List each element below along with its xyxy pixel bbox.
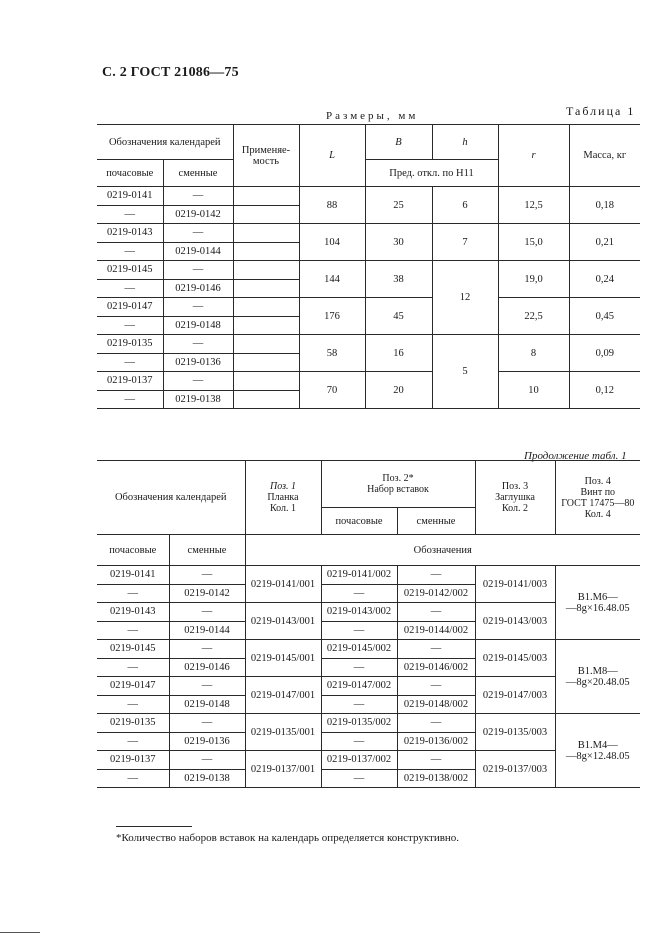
cell-applicability	[233, 335, 299, 354]
cell-mass: 0,09	[569, 335, 640, 372]
cell-r: 19,0	[498, 261, 569, 298]
cell-applicability	[233, 242, 299, 261]
cell-hourly: 0219-0137	[97, 372, 163, 391]
cell-shift: —	[163, 187, 233, 206]
cell-r: 15,0	[498, 224, 569, 261]
col2-pos1	[245, 461, 321, 535]
cell-insert-hourly: 0219-0135/002	[321, 714, 397, 733]
cell-shift: —	[163, 224, 233, 243]
cell-applicability	[233, 205, 299, 224]
cell-h: 6	[432, 187, 498, 224]
cell-applicability	[233, 261, 299, 280]
cell-insert-shift: 0219-0146/002	[397, 658, 475, 677]
cell-r: 8	[498, 335, 569, 372]
cell-insert-shift: 0219-0136/002	[397, 732, 475, 751]
cell-shift: 0219-0144	[169, 621, 245, 640]
pos4-std: ГОСТ 17475—80	[561, 497, 635, 509]
col-B: B	[365, 125, 432, 160]
cell-shift: 0219-0136	[169, 732, 245, 751]
cell-plug: 0219-0135/003	[475, 714, 555, 751]
table-components	[97, 460, 640, 788]
cell-r: 10	[498, 372, 569, 409]
table-row	[97, 261, 640, 280]
cell-shift: —	[169, 714, 245, 733]
col2-pos3	[475, 461, 555, 535]
pos2-name: Набор вставок	[367, 484, 429, 495]
pos3-name: Заглушка	[495, 492, 535, 503]
pos4-name: Винт по	[580, 486, 616, 498]
pos3-qty: Кол. 2	[502, 503, 529, 514]
cell-B: 38	[365, 261, 432, 298]
page-edge-rule	[0, 932, 40, 933]
cell-hourly: 0219-0135	[97, 335, 163, 354]
cell-L: 144	[299, 261, 365, 298]
cell-insert-shift: —	[397, 714, 475, 733]
screw-line1: В1.М4—	[577, 739, 618, 751]
continuation-label: Продолжение табл. 1	[524, 450, 627, 462]
pos1-label: Поз. 1	[270, 481, 296, 492]
cell-applicability	[233, 316, 299, 335]
cell-insert-shift: —	[397, 603, 475, 622]
cell-insert-shift: —	[397, 566, 475, 585]
cell-mass: 0,45	[569, 298, 640, 335]
cell-B: 20	[365, 372, 432, 409]
col-shift: сменные	[163, 160, 233, 187]
table-dimensions	[97, 124, 640, 409]
col2-pos4	[555, 461, 640, 535]
cell-shift: 0219-0148	[169, 695, 245, 714]
cell-screw	[555, 640, 640, 714]
cell-shift: 0219-0144	[163, 242, 233, 261]
cell-mass: 0,24	[569, 261, 640, 298]
cell-hourly: 0219-0141	[97, 566, 169, 585]
cell-screw	[555, 566, 640, 640]
cell-insert-hourly: —	[321, 769, 397, 788]
cell-applicability	[233, 187, 299, 206]
screw-line1: В1.М8—	[577, 665, 618, 677]
cell-shift: —	[169, 566, 245, 585]
table-row	[97, 566, 640, 585]
cell-hourly: —	[97, 695, 169, 714]
cell-L: 176	[299, 298, 365, 335]
cell-hourly: —	[97, 279, 163, 298]
cell-insert-shift: 0219-0144/002	[397, 621, 475, 640]
table1-caption: Размеры, мм	[326, 110, 419, 122]
screw-line2: —8g×12.48.05	[565, 750, 630, 762]
table-row	[97, 298, 640, 317]
cell-B: 16	[365, 335, 432, 372]
cell-shift: —	[169, 751, 245, 770]
cell-applicability	[233, 279, 299, 298]
cell-hourly: —	[97, 316, 163, 335]
cell-h: 7	[432, 224, 498, 261]
cell-plug: 0219-0145/003	[475, 640, 555, 677]
screw-line2: —8g×16.48.05	[565, 602, 630, 614]
cell-applicability	[233, 353, 299, 372]
cell-plank: 0219-0143/001	[245, 603, 321, 640]
col-r: r	[498, 125, 569, 187]
cell-screw	[555, 714, 640, 788]
col-applicability: Применяе-мость	[233, 125, 299, 187]
cell-hourly: —	[97, 353, 163, 372]
cell-hourly: —	[97, 205, 163, 224]
cell-applicability	[233, 390, 299, 409]
cell-L: 70	[299, 372, 365, 409]
cell-shift: 0219-0142	[169, 584, 245, 603]
footnote-rule	[116, 826, 192, 827]
cell-insert-hourly: 0219-0145/002	[321, 640, 397, 659]
cell-shift: 0219-0148	[163, 316, 233, 335]
cell-B: 45	[365, 298, 432, 335]
cell-hourly: —	[97, 769, 169, 788]
cell-B: 25	[365, 187, 432, 224]
col-h: h	[432, 125, 498, 160]
cell-plank: 0219-0145/001	[245, 640, 321, 677]
pos1-name: Планка	[267, 492, 299, 503]
cell-hourly: 0219-0147	[97, 677, 169, 696]
table-row	[97, 714, 640, 733]
cell-hourly: 0219-0143	[97, 224, 163, 243]
cell-L: 104	[299, 224, 365, 261]
cell-insert-hourly: —	[321, 621, 397, 640]
col2-pos2-shift: сменные	[397, 508, 475, 535]
pos4-label: Поз. 4	[584, 475, 611, 487]
cell-hourly: —	[97, 732, 169, 751]
col-L: L	[299, 125, 365, 187]
cell-r: 22,5	[498, 298, 569, 335]
cell-insert-hourly: —	[321, 732, 397, 751]
cell-plank: 0219-0147/001	[245, 677, 321, 714]
cell-hourly: —	[97, 621, 169, 640]
cell-plank: 0219-0141/001	[245, 566, 321, 603]
cell-plug: 0219-0147/003	[475, 677, 555, 714]
footnote: *Количество наборов вставок на календарь определяется конструктивно.	[116, 832, 460, 844]
cell-plank: 0219-0137/001	[245, 751, 321, 788]
col2-shift: сменные	[169, 535, 245, 566]
cell-shift: —	[163, 372, 233, 391]
table-row	[97, 224, 640, 243]
col-designations: Обозначения календарей	[97, 125, 233, 160]
cell-shift: 0219-0146	[169, 658, 245, 677]
cell-h: 5	[432, 335, 498, 409]
cell-shift: —	[163, 298, 233, 317]
col2-pos2	[321, 461, 475, 508]
cell-insert-hourly: —	[321, 658, 397, 677]
cell-shift: —	[169, 677, 245, 696]
cell-plug: 0219-0137/003	[475, 751, 555, 788]
cell-insert-shift: 0219-0142/002	[397, 584, 475, 603]
cell-shift: 0219-0138	[169, 769, 245, 788]
cell-hourly: —	[97, 242, 163, 261]
cell-applicability	[233, 372, 299, 391]
cell-B: 30	[365, 224, 432, 261]
pos2-label: Поз. 2*	[382, 473, 414, 484]
screw-line1: В1.М6—	[577, 591, 618, 603]
page-header: С. 2 ГОСТ 21086—75	[102, 65, 239, 80]
cell-plug: 0219-0143/003	[475, 603, 555, 640]
cell-L: 58	[299, 335, 365, 372]
cell-insert-shift: 0219-0148/002	[397, 695, 475, 714]
cell-hourly: 0219-0141	[97, 187, 163, 206]
cell-hourly: 0219-0143	[97, 603, 169, 622]
cell-insert-shift: —	[397, 751, 475, 770]
screw-line2: —8g×20.48.05	[565, 676, 630, 688]
col-hourly: почасовые	[97, 160, 163, 187]
cell-shift: —	[169, 640, 245, 659]
pos1-qty: Кол. 1	[269, 503, 297, 514]
table-row	[97, 640, 640, 659]
cell-insert-shift: —	[397, 640, 475, 659]
pos4-qty: Кол. 4	[584, 508, 611, 520]
cell-hourly: 0219-0145	[97, 640, 169, 659]
cell-insert-hourly: 0219-0143/002	[321, 603, 397, 622]
cell-hourly: 0219-0145	[97, 261, 163, 280]
cell-applicability	[233, 298, 299, 317]
cell-hourly: —	[97, 584, 169, 603]
cell-insert-hourly: 0219-0137/002	[321, 751, 397, 770]
col2-designations: Обозначения календарей	[97, 461, 245, 535]
cell-mass: 0,21	[569, 224, 640, 261]
cell-shift: —	[163, 261, 233, 280]
cell-r: 12,5	[498, 187, 569, 224]
cell-shift: —	[163, 335, 233, 354]
table-row	[97, 335, 640, 354]
cell-hourly: —	[97, 390, 163, 409]
cell-shift: —	[169, 603, 245, 622]
cell-h: 12	[432, 261, 498, 335]
cell-hourly: 0219-0135	[97, 714, 169, 733]
cell-plug: 0219-0141/003	[475, 566, 555, 603]
cell-insert-hourly: —	[321, 584, 397, 603]
cell-plank: 0219-0135/001	[245, 714, 321, 751]
table-row	[97, 372, 640, 391]
col2-pos2-hourly: почасовые	[321, 508, 397, 535]
cell-hourly: —	[97, 658, 169, 677]
cell-insert-hourly: —	[321, 695, 397, 714]
col2-designation: Обозначения	[245, 535, 640, 566]
cell-shift: 0219-0136	[163, 353, 233, 372]
cell-shift: 0219-0138	[163, 390, 233, 409]
cell-hourly: 0219-0137	[97, 751, 169, 770]
cell-mass: 0,12	[569, 372, 640, 409]
cell-mass: 0,18	[569, 187, 640, 224]
cell-shift: 0219-0142	[163, 205, 233, 224]
cell-L: 88	[299, 187, 365, 224]
col-mass: Масса, кг	[569, 125, 640, 187]
cell-applicability	[233, 224, 299, 243]
cell-insert-shift: —	[397, 677, 475, 696]
cell-insert-hourly: 0219-0141/002	[321, 566, 397, 585]
col2-hourly: почасовые	[97, 535, 169, 566]
cell-hourly: 0219-0147	[97, 298, 163, 317]
cell-shift: 0219-0146	[163, 279, 233, 298]
table1-number: Таблица 1	[566, 104, 636, 118]
cell-insert-shift: 0219-0138/002	[397, 769, 475, 788]
cell-insert-hourly: 0219-0147/002	[321, 677, 397, 696]
pos3-label: Поз. 3	[501, 481, 529, 492]
table-row	[97, 187, 640, 206]
col-tolerance: Пред. откл. по H11	[365, 160, 498, 187]
